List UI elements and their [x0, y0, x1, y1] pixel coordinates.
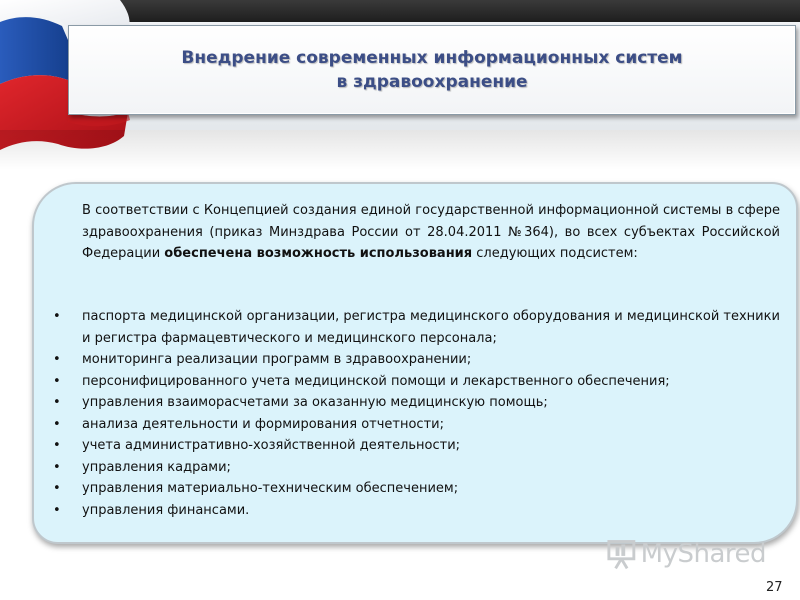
page-title-line-1: Внедрение современных информационных систем — [181, 48, 683, 68]
list-item — [53, 349, 780, 371]
header-dark-strip — [80, 0, 800, 22]
list-item — [53, 457, 780, 479]
bullet-icon: • — [53, 309, 61, 324]
list-item-text: мониторинга реализации программ в здравоохранении; — [82, 352, 472, 367]
list-item — [53, 306, 780, 349]
list-item-text: учета административно-хозяйственной деятельности; — [82, 438, 461, 453]
page-number: 27 — [766, 580, 783, 595]
intro-text-end: следующих подсистем: — [472, 246, 638, 261]
bullet-icon: • — [53, 352, 61, 367]
bullet-icon: • — [53, 416, 61, 432]
intro-text-bold: обеспечена возможность использования — [164, 246, 473, 261]
list-item-text: управления финансами. — [82, 502, 250, 518]
presentation-board-icon — [606, 537, 639, 571]
watermark-text: MyShared — [640, 539, 766, 569]
bullet-icon: • — [53, 502, 61, 518]
content-box — [32, 182, 798, 544]
list-item-text: персонифицированного учета медицинской помощи и лекарственного обеспечения; — [82, 373, 670, 389]
bullet-icon: • — [53, 373, 61, 389]
list-item — [53, 392, 780, 414]
list-item-text: управления взаиморасчетами за оказанную медицинскую помощь; — [82, 395, 548, 410]
intro-paragraph — [82, 200, 780, 265]
intro-text-start: В соответствии с Концепцией создания единой государственной информационной системы в сфере здравоохранения (приказ Минздрава России от 28.04.2011 №364), во всех субъектах Российской Федерации — [82, 203, 780, 261]
list-item — [53, 414, 780, 436]
bullet-icon: • — [53, 395, 61, 410]
list-item — [53, 371, 780, 393]
list-item — [53, 500, 780, 522]
list-item-text: анализа деятельности и формирования отчетности; — [82, 416, 444, 432]
bullet-icon: • — [53, 481, 61, 496]
page-title-line-2: в здравоохранение — [336, 72, 528, 92]
bullet-icon: • — [53, 438, 61, 453]
list-item-text: управления материально-техническим обеспечением; — [82, 481, 459, 496]
title-box — [68, 25, 796, 115]
list-item-text: паспорта медицинской организации, регистра медицинского оборудования и медицинской техники и регистра фармацевтического и медицинского персонала; — [82, 309, 780, 346]
list-item — [53, 435, 780, 457]
list-item-text: управления кадрами; — [82, 459, 231, 475]
subsystem-list — [53, 306, 780, 521]
header-shadow — [0, 130, 800, 170]
list-item — [53, 478, 780, 500]
watermark-logo — [606, 536, 766, 572]
bullet-icon: • — [53, 459, 61, 475]
